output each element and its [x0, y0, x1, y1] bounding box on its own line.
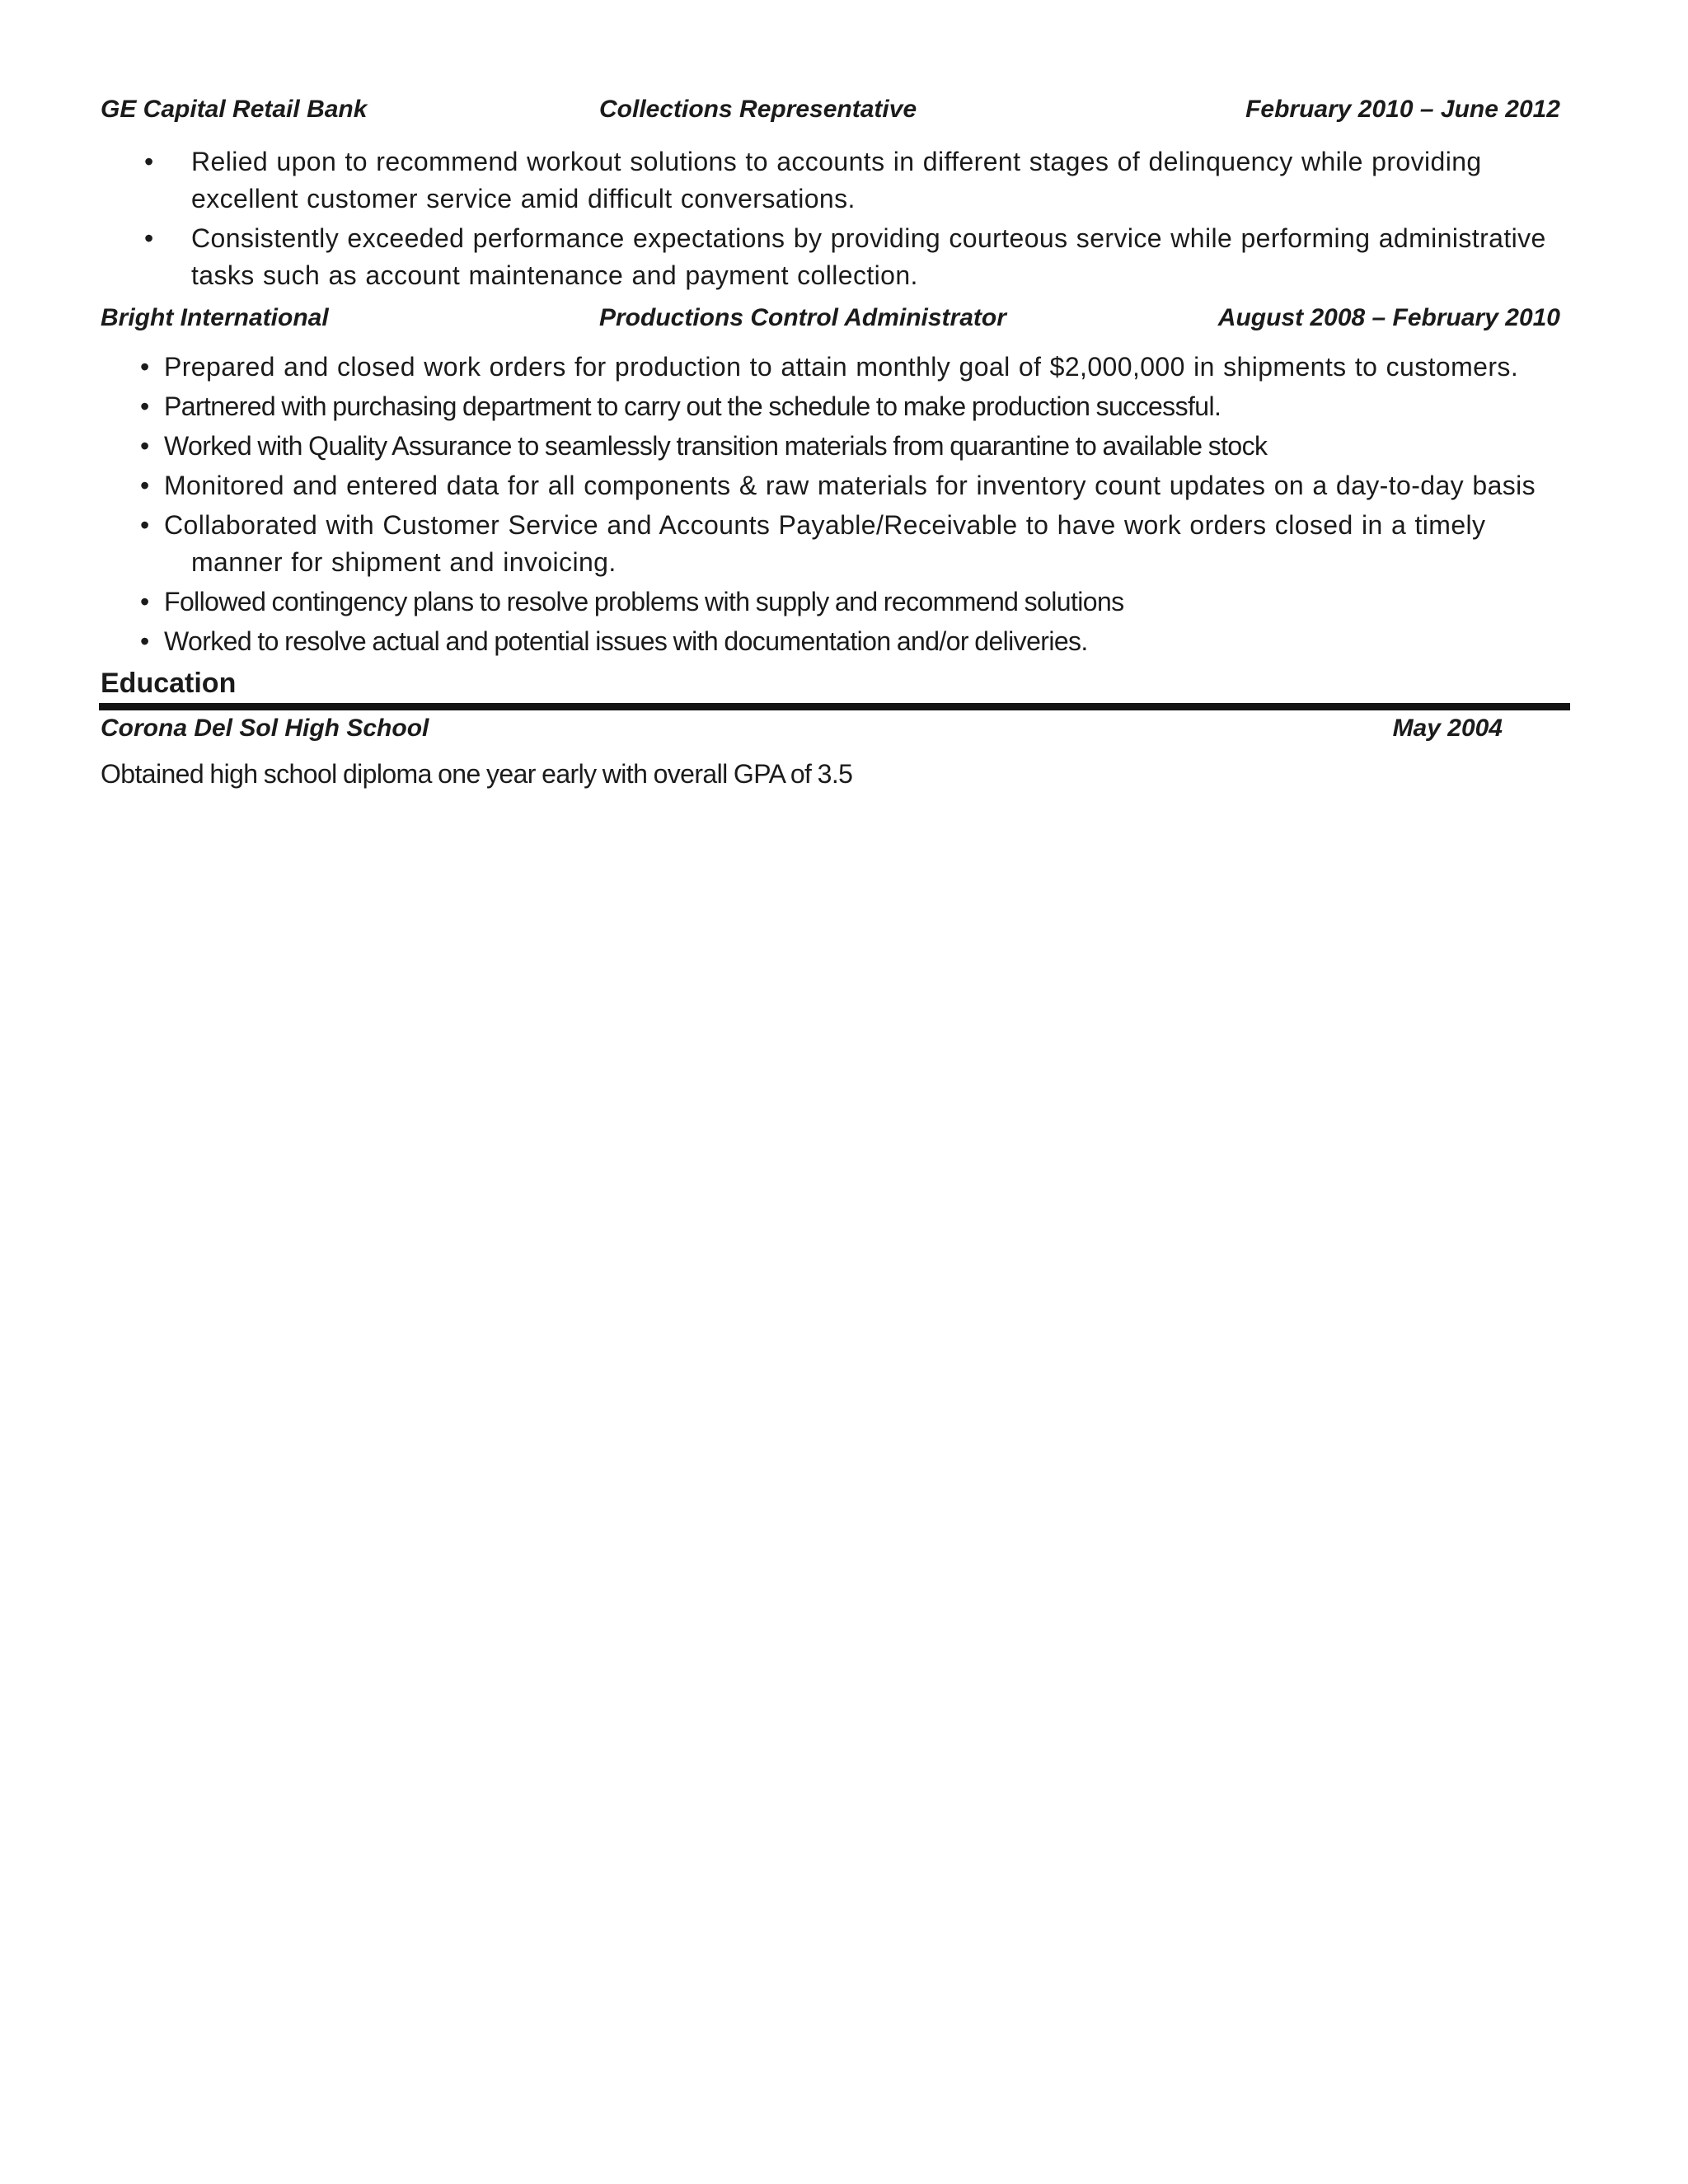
bullet-icon: •	[140, 471, 150, 500]
company-name: Bright International	[101, 304, 329, 331]
education-date: May 2004	[1392, 715, 1503, 742]
bullet-item	[101, 507, 1560, 581]
job-header	[101, 92, 1560, 127]
bullet-icon: •	[140, 587, 149, 616]
bullet-item	[101, 349, 1560, 386]
bullet-icon: •	[140, 626, 149, 656]
bullet-text: Worked with Quality Assurance to seamlessly transition materials from quarantine to available stock	[164, 431, 1268, 461]
bullet-icon: •	[140, 391, 149, 421]
company-name: GE Capital Retail Bank	[101, 96, 368, 123]
job-section-ge-capital	[101, 92, 1560, 294]
job-dates: February 2010 – June 2012	[1245, 96, 1560, 123]
section-rule	[99, 703, 1570, 710]
job-bullet-list	[101, 143, 1560, 294]
bullet-text: Followed contingency plans to resolve problems with supply and recommend solutions	[164, 587, 1124, 616]
bullet-text: Worked to resolve actual and potential issues with documentation and/or deliveries.	[164, 626, 1088, 656]
job-dates: August 2008 – February 2010	[1217, 304, 1560, 331]
bullet-icon: •	[140, 510, 150, 540]
bullet-icon: •	[144, 223, 154, 253]
education-detail: Obtained high school diploma one year early with overall GPA of 3.5	[101, 759, 853, 789]
bullet-text: Consistently exceeded performance expectations by providing courteous service while performing administrative tasks such as account maintenance and payment collection.	[191, 223, 1546, 290]
bullet-text: Collaborated with Customer Service and Accounts Payable/Receivable to have work orders closed in a timely manner for shipment and invoicing.	[164, 510, 1486, 577]
bullet-item	[101, 143, 1560, 218]
job-title: Collections Representative	[599, 96, 917, 123]
bullet-item	[101, 467, 1560, 504]
bullet-item	[101, 388, 1560, 425]
job-bullet-list	[101, 349, 1560, 660]
bullet-item	[101, 428, 1560, 465]
education-heading: Education	[101, 668, 237, 699]
job-title: Productions Control Administrator	[599, 304, 1006, 331]
bullet-text: Monitored and entered data for all components & raw materials for inventory count updates on a day-to-day basis	[164, 471, 1536, 500]
school-name: Corona Del Sol High School	[101, 715, 429, 742]
bullet-icon: •	[144, 147, 154, 176]
bullet-item	[101, 220, 1560, 294]
bullet-text: Partnered with purchasing department to carry out the schedule to make production successful.	[164, 391, 1221, 421]
bullet-text: Relied upon to recommend workout solutions to accounts in different stages of delinquency while providing excellent customer service amid difficult conversations.	[191, 147, 1482, 213]
bullet-item	[101, 583, 1560, 621]
bullet-text: Prepared and closed work orders for production to attain monthly goal of $2,000,000 in shipments to customers.	[164, 352, 1519, 382]
bullet-item	[101, 623, 1560, 660]
job-header	[101, 301, 1560, 335]
bullet-icon: •	[140, 352, 150, 382]
bullet-icon: •	[140, 431, 149, 461]
job-section-bright-international	[101, 301, 1560, 660]
education-header	[101, 711, 1560, 746]
education-section	[101, 665, 1560, 793]
